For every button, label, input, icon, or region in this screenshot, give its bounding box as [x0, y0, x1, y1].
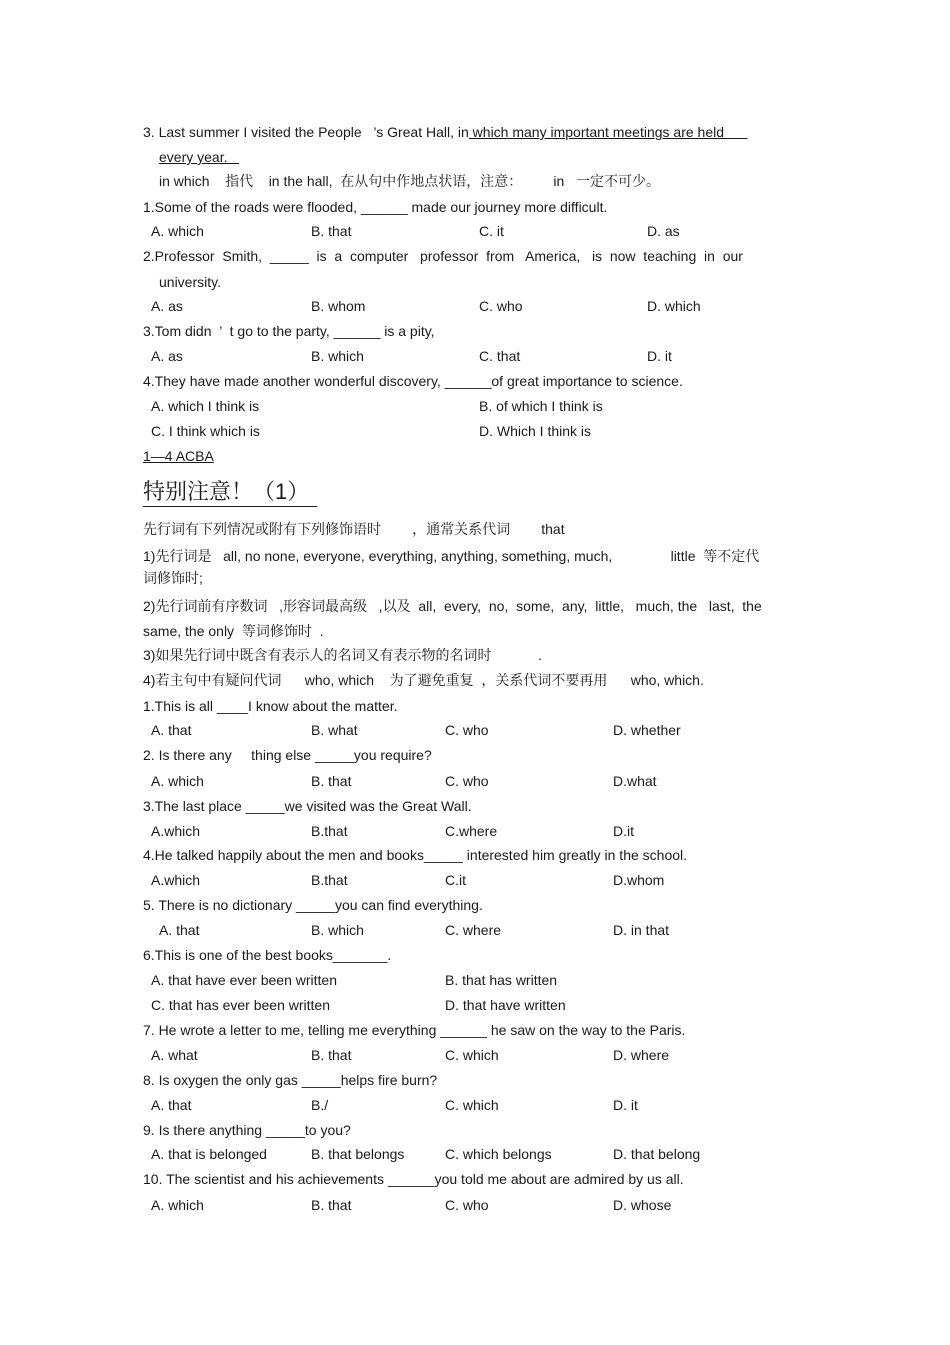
set1-q2-option-b: B. whom	[311, 298, 366, 314]
rule-1-line-1: 1)先行词是 all, no none, everyone, everything, anything, something, much, little 等不定代	[143, 548, 760, 564]
set2-q2-option-d: D.what	[613, 773, 657, 789]
set1-q3-option-a: A. as	[151, 348, 183, 364]
set1-q4-option-b: B. of which I think is	[479, 398, 603, 414]
set1-q1-option-c: C. it	[479, 223, 504, 239]
set1-q1-option-b: B. that	[311, 223, 352, 239]
set2-q6-option-a: A. that have ever been written	[151, 972, 337, 988]
set1-q1-stem: 1.Some of the roads were flooded, ______ made our journey more difficult.	[143, 199, 608, 215]
set2-q5-option-c: C. where	[445, 922, 502, 938]
set1-q2-stem-1: 2.Professor Smith, _____ is a computer professor from America, is now teaching in our	[143, 248, 743, 264]
set2-q2-option-b: B. that	[311, 773, 352, 789]
set2-q8-stem: 8. Is oxygen the only gas _____helps fire burn?	[143, 1072, 438, 1088]
set1-q2-stem-2: university.	[159, 274, 221, 290]
set1-q3-option-c: C. that	[479, 348, 521, 364]
set1-answer-key: 1—4 ACBA	[143, 448, 214, 464]
set1-q1-option-d: D. as	[647, 223, 680, 239]
intro-line-1-b: which many important meetings are held	[468, 124, 748, 140]
set2-q6-option-d: D. that have written	[445, 997, 566, 1013]
set2-q7-option-c: C. which	[445, 1047, 499, 1063]
set1-q1-option-a: A. which	[151, 223, 204, 239]
set1-q3-option-b: B. which	[311, 348, 364, 364]
set2-q7-option-b: B. that	[311, 1047, 352, 1063]
set2-q9-option-d: D. that belong	[613, 1146, 701, 1162]
set2-q9-option-b: B. that belongs	[311, 1146, 405, 1162]
set1-q2-option-d: D. which	[647, 298, 701, 314]
set2-q7-stem: 7. He wrote a letter to me, telling me everything ______ he saw on the way to the Paris.	[143, 1022, 686, 1038]
set2-q3-option-d: D.it	[613, 823, 634, 839]
set2-q8-option-c: C. which	[445, 1097, 499, 1113]
set2-q7-option-d: D. where	[613, 1047, 670, 1063]
rule-4: 4)若主句中有疑问代词 who, which 为了避免重复 ，关系代词不要再用 who, which.	[143, 672, 704, 688]
set2-q10-option-c: C. who	[445, 1197, 489, 1213]
set1-q4-stem: 4.They have made another wonderful discovery, ______of great importance to science.	[143, 373, 683, 389]
set2-q4-option-b: B.that	[311, 872, 348, 888]
rule-2-line-1: 2)先行词前有序数词 ,形容词最高级 ,以及 all, every, no, some, any, little, much, the last, the	[143, 598, 762, 614]
set2-q1-option-d: D. whether	[613, 722, 681, 738]
rule-2-line-2: same, the only 等词修饰时 .	[143, 623, 324, 639]
set2-q3-option-c: C.where	[445, 823, 498, 839]
set2-q10-option-a: A. which	[151, 1197, 204, 1213]
intro-line-1-a: 3. Last summer I visited the People ’s Great Hall, in	[143, 124, 469, 140]
set2-q5-option-d: D. in that	[613, 922, 670, 938]
set1-q4-option-a: A. which I think is	[151, 398, 260, 414]
intro-line-1	[143, 123, 747, 141]
intro-line-3: in which 指代 in the hall, 在从句中作地点状语，注意： in 一定不可少。	[159, 173, 660, 189]
set2-q1-option-a: A. that	[151, 722, 192, 738]
set2-q2-option-a: A. which	[151, 773, 204, 789]
set2-q3-option-a: A.which	[151, 823, 201, 839]
set2-q6-option-c: C. that has ever been written	[151, 997, 330, 1013]
rules-intro: 先行词有下列情况或附有下列修饰语时 ，通常关系代词 that	[143, 521, 565, 537]
set1-q2-option-a: A. as	[151, 298, 183, 314]
set2-q1-option-c: C. who	[445, 722, 489, 738]
set2-q2-stem: 2. Is there any thing else _____you require?	[143, 747, 432, 763]
set1-q4-option-c: C. I think which is	[151, 423, 260, 439]
set2-q4-option-c: C.it	[445, 872, 466, 888]
set2-q10-stem: 10. The scientist and his achievements ______you told me about are admired by us all.	[143, 1171, 684, 1187]
set1-q3-stem: 3.Tom didn ’ t go to the party, ______ is a pity,	[143, 323, 435, 339]
set2-q1-option-b: B. what	[311, 722, 358, 738]
set2-q9-stem: 9. Is there anything _____to you?	[143, 1122, 351, 1138]
set2-q7-option-a: A. what	[151, 1047, 198, 1063]
set2-q1-stem: 1.This is all ____I know about the matter.	[143, 698, 398, 714]
set2-q4-option-a: A.which	[151, 872, 201, 888]
set1-q3-option-d: D. it	[647, 348, 672, 364]
set2-q10-option-d: D. whose	[613, 1197, 672, 1213]
set2-q3-stem: 3.The last place _____we visited was the Great Wall.	[143, 798, 472, 814]
set2-q5-option-a: A. that	[159, 922, 200, 938]
intro-line-2: every year.	[159, 149, 240, 165]
set2-q8-option-b: B./	[311, 1097, 329, 1113]
rule-1-line-2: 词修饰时;	[143, 570, 203, 586]
set2-q9-option-a: A. that is belonged	[151, 1146, 267, 1162]
set2-q9-option-c: C. which belongs	[445, 1146, 552, 1162]
set2-q10-option-b: B. that	[311, 1197, 352, 1213]
set2-q6-stem: 6.This is one of the best books_______.	[143, 947, 392, 963]
set2-q8-option-a: A. that	[151, 1097, 192, 1113]
set2-q4-option-d: D.whom	[613, 872, 665, 888]
set2-q3-option-b: B.that	[311, 823, 348, 839]
section-heading: 特别注意！（1）	[143, 478, 317, 507]
set2-q2-option-c: C. who	[445, 773, 489, 789]
set2-q5-option-b: B. which	[311, 922, 364, 938]
set2-q4-stem: 4.He talked happily about the men and books_____ interested him greatly in the school.	[143, 847, 688, 863]
set2-q5-stem: 5. There is no dictionary _____you can find everything.	[143, 897, 483, 913]
set2-q8-option-d: D. it	[613, 1097, 638, 1113]
set1-q2-option-c: C. who	[479, 298, 523, 314]
set2-q6-option-b: B. that has written	[445, 972, 558, 988]
rule-3: 3)如果先行词中既含有表示人的名词又有表示物的名词时 .	[143, 647, 543, 663]
set1-q4-option-d: D. Which I think is	[479, 423, 592, 439]
